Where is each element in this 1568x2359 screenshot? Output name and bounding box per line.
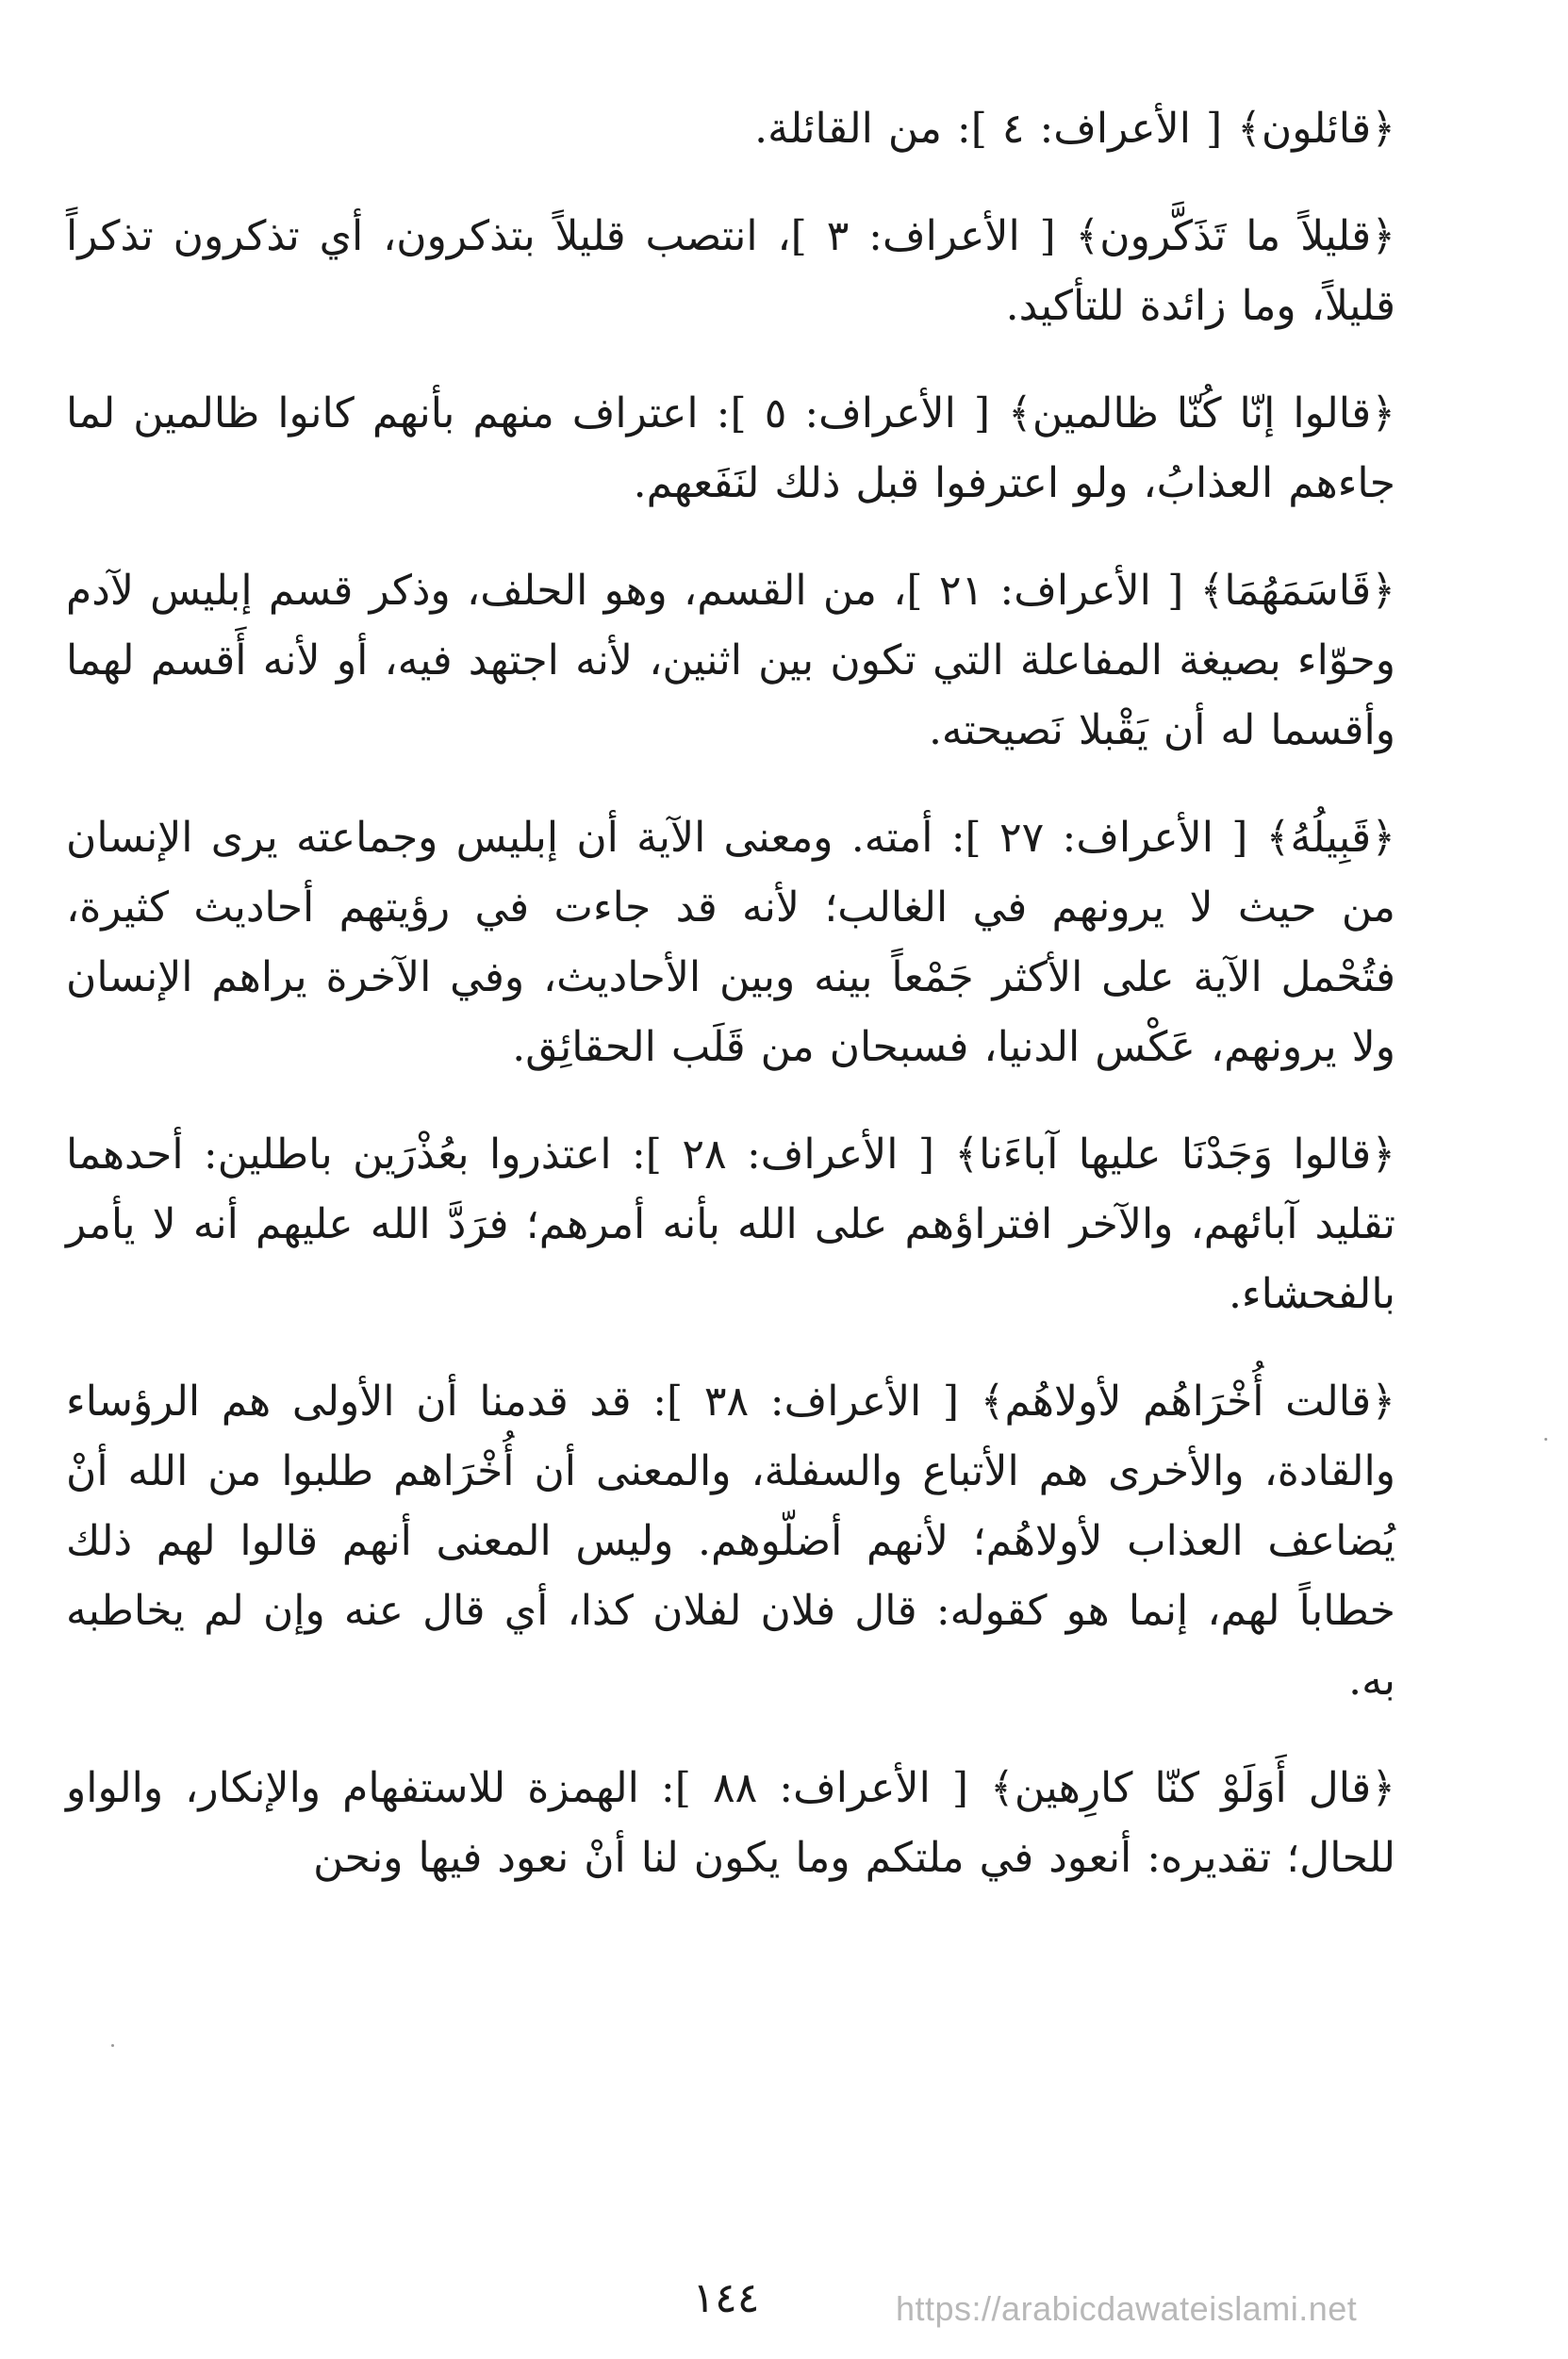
paragraph-qailun: ﴿قائلون﴾ [ الأعراف: ٤ ]: من القائلة.	[754, 105, 1395, 153]
paragraph-qalat-ukhrahum: ﴿قالت أُخْرَاهُم لأولاهُم﴾ [ الأعراف: ٣٨ ]: قد قدمنا أن الأولى هم الرؤساء والقادة، والأخرى هم الأتباع والسفلة، والمعنى أن أُخْرَاهم طلبوا من الله أنْ يُضاعف العذاب لأولاهُم؛ لأنهم أضلّوهم. وليس المعنى أنهم قالوا لهم ذلك خطاباً لهم، إنما هو كقوله: قال فلان لفلان كذا، أي قال عنه وإن لم يخاطبه به.	[66, 1377, 1395, 1705]
paragraph-qala-awalaw: ﴿قال أَوَلَوْ كنّا كارِهين﴾ [ الأعراف: ٨٨ ]: الهمزة للاستفهام والإنكار، والواو للحال؛ تقديره: أنعود في ملتكم وما يكون لنا أنْ نعود فيها ونحن	[66, 1764, 1395, 1882]
page-number: ١٤٤	[692, 2274, 760, 2322]
paragraph-qabiluhu: ﴿قَبِيلُهُ﴾ [ الأعراف: ٢٧ ]: أمته. ومعنى الآية أن إبليس وجماعته يرى الإنسان من حيث لا يرونهم في الغالب؛ لأنه قد جاءت في رؤيتهم أحاديث كثيرة، فتُحْمل الآية على الأكثر جَمْعاً بينه وبين الأحاديث، وفي الآخرة يراهم الإنسان ولا يرونهم، عَكْس الدنيا، فسبحان من قَلَب الحقائِق.	[66, 814, 1395, 1071]
paragraph-qalilan: ﴿قليلاً ما تَذَكَّرون﴾ [ الأعراف: ٣ ]، انتصب قليلاً بتذكرون، أي تذكرون تذكراً قليلاً، وما زائدة للتأكيد.	[66, 212, 1396, 330]
margin-speck	[1544, 1438, 1547, 1441]
paragraph-qalu-inna: ﴿قالوا إنّا كُنّا ظالمين﴾ [ الأعراف: ٥ ]: اعتراف منهم بأنهم كانوا ظالمين لما جاءهم العذابُ، ولو اعترفوا قبل ذلك لنَفَعهم.	[66, 389, 1395, 507]
paragraph-qasamahuma: ﴿قَاسَمَهُمَا﴾ [ الأعراف: ٢١ ]، من القسم، وهو الحلف، وذكر قسم إبليس لآدم وحوّاء بصيغة المفاعلة التي تكون بين اثنين، لأنه اجتهد فيه، أو لأنه أَقسم لهما وأقسما له أن يَقْبلا نَصيحته.	[66, 567, 1395, 754]
page-content	[66, 94, 1395, 1931]
margin-speck	[111, 2044, 114, 2047]
watermark-url: https://arabicdawateislami.net	[896, 2289, 1358, 2328]
paragraph-qalu-wajadna: ﴿قالوا وَجَدْنَا عليها آباءَنا﴾ [ الأعراف: ٢٨ ]: اعتذروا بعُذْرَين باطلين: أحدهما تقليد آبائهم، والآخر افتراؤهم على الله بأنه أمرهم؛ فرَدَّ الله عليهم أنه لا يأمر بالفحشاء.	[66, 1130, 1395, 1318]
